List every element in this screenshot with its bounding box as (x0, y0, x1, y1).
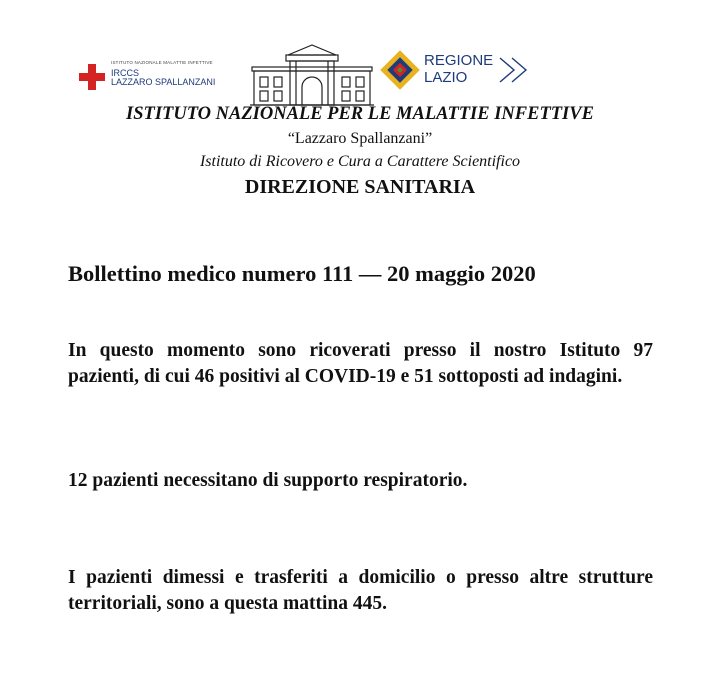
regione-line2: LAZIO (424, 69, 468, 86)
logo-bar (0, 38, 720, 110)
regione-swoosh-icon (498, 52, 530, 88)
institute-person-name: “Lazzaro Spallanzani” (287, 130, 433, 147)
department-heading: DIREZIONE SANITARIA (244, 176, 476, 198)
regione-lazio-logo (380, 50, 530, 90)
spallanzani-logo (79, 60, 249, 90)
regione-emblem-icon (380, 50, 420, 90)
regione-lazio-text (424, 52, 493, 86)
institute-name: ISTITUTO NAZIONALE PER LE MALATTIE INFETTIVE (126, 104, 594, 124)
spallanzani-logo-small-text: ISTITUTO NAZIONALE MALATTIE INFETTIVE (111, 60, 213, 65)
bulletin-paragraph-1: In questo momento sono ricoverati presso il nostro Istituto 97 pazienti, di cui 46 positivi al COVID-19 e 51 sottoposti ad indagini. (68, 340, 653, 387)
institute-subtitle: Istituto di Ricovero e Cura a Carattere Scientifico (199, 153, 521, 170)
spallanzani-logo-name: LAZZARO SPALLANZANI (111, 77, 216, 87)
building-icon (250, 43, 374, 107)
bulletin-title: Bollettino medico numero 111 — 20 maggio 2020 (68, 261, 536, 286)
bulletin-paragraph-3: I pazienti dimessi e trasferiti a domicilio o presso altre strutture territoriali, sono a questa mattina 445. (68, 567, 653, 614)
spallanzani-logo-irccs: IRCCS (111, 68, 140, 78)
red-cross-icon (79, 64, 105, 90)
regione-line1: REGIONE (424, 52, 494, 69)
bulletin-paragraph-2: 12 pazienti necessitano di supporto respiratorio. (68, 470, 468, 491)
